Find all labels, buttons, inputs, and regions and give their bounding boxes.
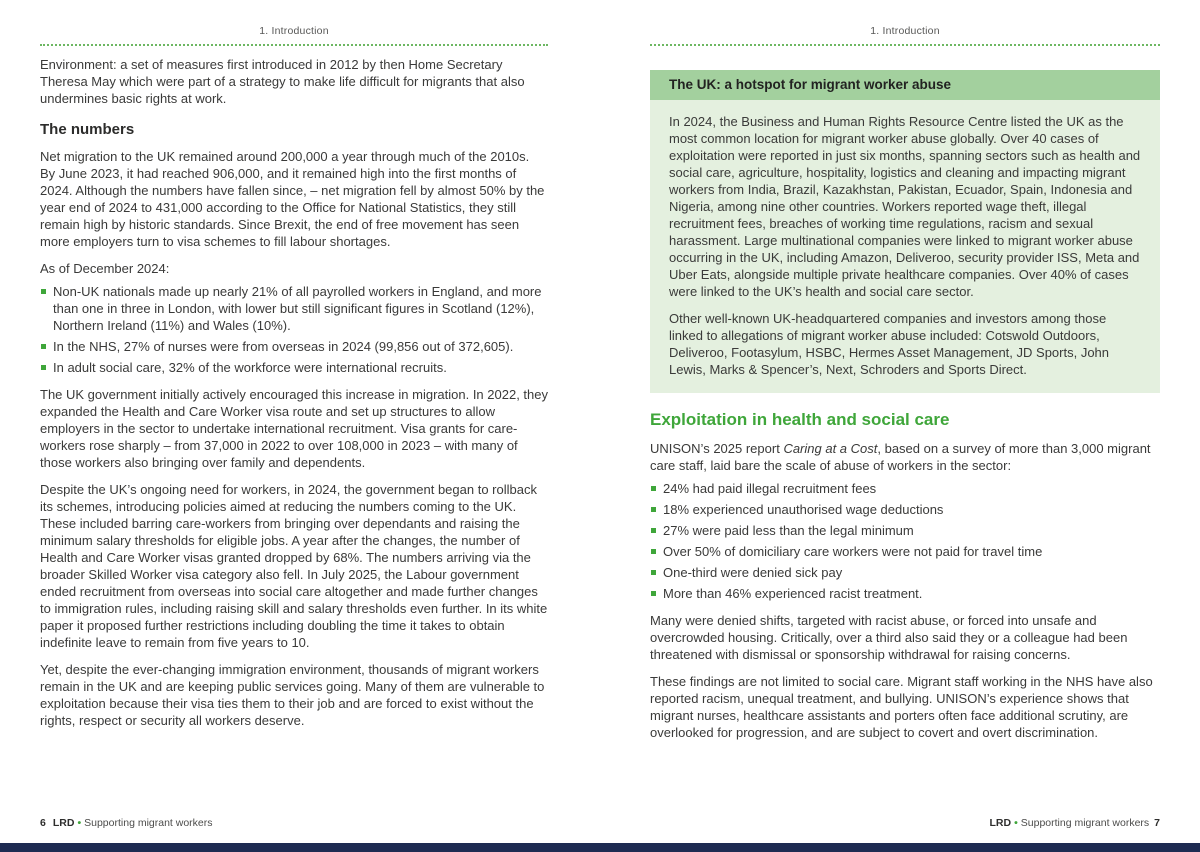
infobox-paragraph: Other well-known UK-headquartered companies and investors among those linked to allegations of migrant worker abuse included: Cotswold Outdoors, Deliveroo, Footasylum, HSBC, Hermes Asset Management, JD Sports, John Lewis, Marks & Spencer’s, Next, Schroders and Sports Direct. [669,311,1110,377]
paragraph-unison-report [650,440,1160,474]
paragraph-nhs-findings: These findings are not limited to social care. Migrant staff working in the NHS have also reported racism, unequal treatment, and bullying. UNISON’s experience shows that migrant nurses, healthcare assistants and porters often face additional scrutiny, are overlooked for progression, and are subject to covert and overt discrimination. [650,674,1153,740]
infobox-uk-hotspot [650,70,1160,393]
paragraph-rollback: Despite the UK’s ongoing need for workers, in 2024, the government began to rollback its schemes, introducing policies aimed at reducing the numbers coming to the UK. These included barring care-workers from bringing over dependants and raising the minimum salary thresholds for eligible jobs. A year after the changes, the number of Health and Care Worker visas granted dropped by 68%. The numbers arriving via the broader Skilled Worker visa category also fell. In July 2025, the Labour government ended recruitment from overseas into social care altogether and made further changes to immigration rules, including raising skill and salary thresholds even further. In its white paper it proposed further restrictions including doubling the time it takes to obtain indefinite leave to remain from five years to 10. [40,482,548,650]
paragraph-net-migration: Net migration to the UK remained around 200,000 a year through much of the 2010s. By June 2023, it had reached 906,000, and it remained high into the first months of 2024. Although the numbers have fallen since, – net migration fell by almost 50% by the year end of 2024 to 431,000 according to the Office for National Statistics, they still remain high by historic standards. Since Brexit, the end of free movement has seen more employers turn to visa schemes to fill labour shortages. [40,149,545,249]
infobox-body [650,100,1160,393]
bullet-list-december-2024 [40,283,548,376]
page-footer-left [40,817,213,829]
paragraph-environment: Environment: a set of measures first introduced in 2012 by then Home Secretary Theresa May which were part of a strategy to make life difficult for migrants that also undermines basic rights at work. [40,57,525,106]
page-left [40,0,548,729]
paragraph-denied-shifts: Many were denied shifts, targeted with racist abuse, or forced into unsafe and overcrowded housing. Critically, over a third also said they or a colleague had been threatened with dismissal or sponsorship withdrawal for raising concerns. [650,613,1128,662]
bullet-item: Non-UK nationals made up nearly 21% of all payrolled workers in England, and more than one in three in London, with lower but still significant figures in Scotland (12%), Northern Ireland (11%) and Wales (10%). [40,283,548,334]
bullet-item: In adult social care, 32% of the workforce were international recruits. [40,359,548,376]
header-dotted-rule [40,44,548,46]
bullet-item: One-third were denied sick pay [650,564,1160,581]
bullet-item: 24% had paid illegal recruitment fees [650,480,1160,497]
report-title-italic: Caring at a Cost [783,441,878,456]
paragraph-as-of: As of December 2024: [40,261,170,276]
footer-text: Supporting migrant workers [84,817,213,829]
bullet-item: In the NHS, 27% of nurses were from overseas in 2024 (99,856 out of 372,605). [40,338,548,355]
footer-separator-dot: • [77,817,82,829]
infobox-title: The UK: a hotspot for migrant worker abuse [650,70,1160,100]
bullet-item: 18% experienced unauthorised wage deductions [650,501,1160,518]
running-header [650,0,1160,37]
paragraph-government-encouraged: The UK government initially actively encouraged this increase in migration. In 2022, they expanded the Health and Care Worker visa route and set up structures to allow employers in the sector to undertake international recruitment. Visa grants for care-workers rose sharply – from 37,000 in 2022 to over 108,000 in 2023 – with many of those workers also bringing over family and dependents. [40,387,548,470]
page-number: 6 [40,817,46,829]
footer-separator-dot: • [1014,817,1018,829]
footer-brand: LRD [52,817,75,829]
paragraph-vulnerable: Yet, despite the ever-changing immigration environment, thousands of migrant workers remain in the UK and are keeping public services going. Many of them are vulnerable to exploitation because their visa ties them to their job and are forced to exist without the rights, respect or security all workers deserve. [40,662,545,728]
running-header-text: 1. Introduction [870,25,940,37]
section-heading-the-numbers: The numbers [40,121,135,138]
running-header-text: 1. Introduction [259,25,329,37]
bullet-list-unison-findings [650,480,1160,602]
unison-intro-after: , based on a survey of more than 3,000 migrant care staff, laid bare the scale of abuse of workers in the sector: [650,441,1151,473]
footer-text: Supporting migrant workers [1020,817,1150,829]
page-right [650,0,1160,741]
header-dotted-rule [650,44,1160,46]
running-header [40,0,548,37]
page-number: 7 [1154,817,1160,829]
bullet-item: Over 50% of domiciliary care workers were not paid for travel time [650,543,1160,560]
unison-intro-before: UNISON’s 2025 report [650,441,784,456]
infobox-paragraph: In 2024, the Business and Human Rights Resource Centre listed the UK as the most common location for migrant worker abuse globally. Over 40 cases of exploitation were reported in just six months, spanning sectors such as health and social care, agriculture, hospitality, logistics and cleaning and impacting migrant workers from India, Brazil, Kazakhstan, Pakistan, Ecuador, Spain, Indonesia and Nigeria, among nine other countries. Workers reported wage theft, illegal recruitment fees, breaches of working time regulations, racism and sexual harassment. Large multinational companies were linked to migrant worker abuse occurring in the UK, including Amazon, Deliveroo, security provider ISS, Meta and Uber Eats, alongside multiple private healthcare companies. Over 40% of cases were linked to the UK’s health and social care sector. [669,114,1141,299]
bullet-item: 27% were paid less than the legal minimum [650,522,1160,539]
bullet-item: More than 46% experienced racist treatment. [650,585,1160,602]
page-footer-right [650,817,1160,829]
bottom-navy-bar [0,843,1200,852]
footer-brand: LRD [989,817,1012,829]
section-heading-exploitation: Exploitation in health and social care [650,410,950,429]
